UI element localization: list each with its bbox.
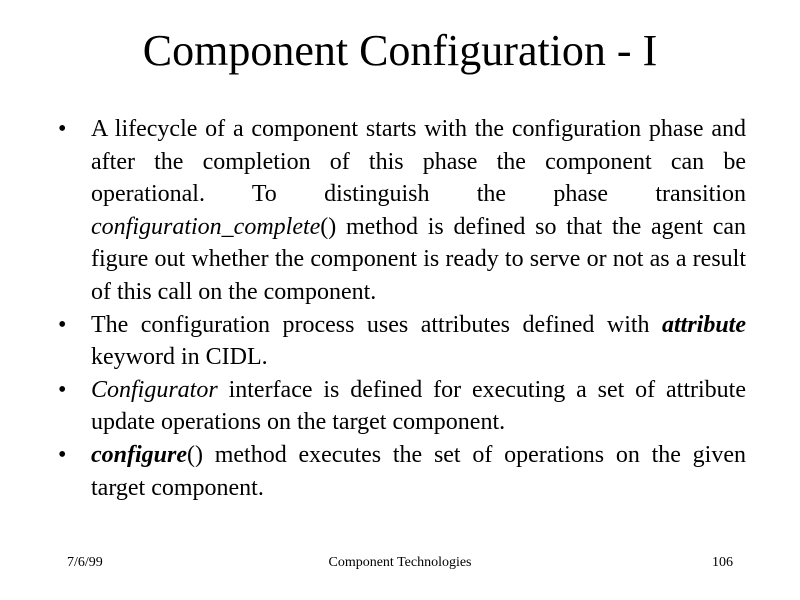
bullet-item-2 bbox=[58, 309, 746, 374]
method-name-configuration-complete: configuration_complete bbox=[91, 213, 321, 240]
bullet-marker: • bbox=[58, 116, 67, 142]
footer-date: 7/6/99 bbox=[67, 555, 103, 570]
bullet-text: The configuration process uses attributes defined with bbox=[91, 311, 662, 338]
keyword-attribute: attribute bbox=[661, 311, 746, 338]
bullet-marker: • bbox=[58, 441, 67, 468]
bullet-item-3 bbox=[58, 374, 746, 439]
bullet-text: keyword in CIDL. bbox=[91, 344, 268, 371]
bullet-text: () method is defined so that the agent can figure out whether the component is ready to serve or not as a result of this call on the component. bbox=[91, 213, 746, 305]
bullet-item-1 bbox=[58, 113, 746, 309]
bullet-marker: • bbox=[58, 376, 67, 403]
footer-title: Component Technologies bbox=[328, 555, 472, 570]
bullet-item-4 bbox=[58, 439, 746, 504]
bullet-marker: • bbox=[58, 311, 67, 338]
bullet-list bbox=[58, 113, 746, 504]
interface-name-configurator: Configurator bbox=[91, 376, 218, 403]
method-name-configure: configure bbox=[91, 441, 187, 468]
bullet-text: interface is defined for executing a set of attribute update operations on the target component. bbox=[91, 376, 746, 436]
slide-title: Component Configuration - I bbox=[142, 26, 658, 75]
bullet-text: () method executes the set of operations on the given target component. bbox=[91, 441, 746, 501]
page-number: 106 bbox=[712, 555, 733, 570]
bullet-text: A lifecycle of a component starts with the configuration phase and after the completion of this phase the component can be operational. To distinguish the phase transition bbox=[91, 116, 746, 208]
